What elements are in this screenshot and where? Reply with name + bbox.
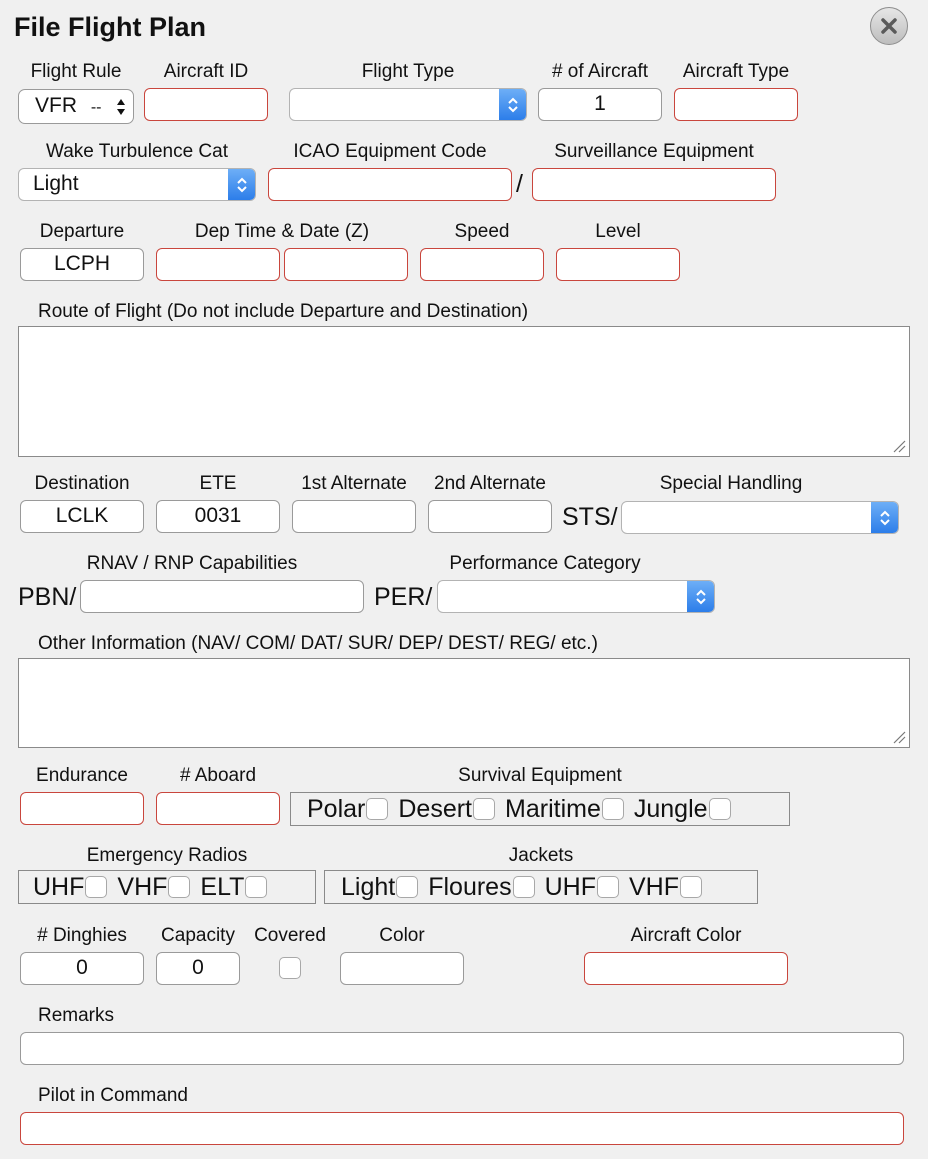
wake-turbulence-select[interactable] — [18, 168, 256, 201]
survival-equipment-group — [290, 792, 790, 826]
survival-jungle-label: Jungle — [633, 794, 708, 823]
remarks-label: Remarks — [38, 1005, 115, 1026]
radio-vhf-label: VHF — [117, 872, 168, 901]
rnav-label: RNAV / RNP Capabilities — [86, 553, 298, 574]
jacket-vhf-option[interactable] — [629, 873, 702, 902]
dep-time-label: Dep Time & Date (Z) — [194, 221, 370, 242]
jacket-uhf-checkbox[interactable] — [597, 876, 619, 898]
resize-grip-icon[interactable] — [892, 730, 906, 744]
dep-date-input[interactable] — [284, 248, 408, 281]
jacket-light-label: Light — [341, 872, 396, 901]
survival-desert-option[interactable] — [398, 795, 495, 824]
alternate-2-label: 2nd Alternate — [434, 473, 546, 494]
capacity-input[interactable]: 0 — [156, 952, 240, 985]
num-aircraft-label: # of Aircraft — [551, 61, 649, 82]
alternate-1-label: 1st Alternate — [301, 473, 407, 494]
level-label: Level — [595, 221, 641, 242]
jacket-light-option[interactable] — [341, 873, 418, 902]
jacket-vhf-checkbox[interactable] — [680, 876, 702, 898]
dialog-title: File Flight Plan — [14, 12, 207, 42]
pilot-in-command-label: Pilot in Command — [38, 1085, 188, 1106]
flight-rule-label: Flight Rule — [30, 61, 122, 82]
jacket-uhf-option[interactable] — [545, 873, 619, 902]
jacket-floures-option[interactable] — [428, 873, 534, 902]
destination-input[interactable]: LCLK — [20, 500, 144, 533]
aboard-label: # Aboard — [179, 765, 257, 786]
radio-elt-option[interactable] — [200, 873, 267, 902]
flight-rule-select[interactable] — [18, 89, 134, 124]
capacity-label: Capacity — [161, 925, 235, 946]
departure-label: Departure — [39, 221, 125, 242]
aircraft-id-input[interactable] — [144, 88, 268, 121]
aircraft-color-label: Aircraft Color — [630, 925, 742, 946]
jacket-floures-checkbox[interactable] — [513, 876, 535, 898]
survival-jungle-checkbox[interactable] — [709, 798, 731, 820]
pilot-in-command-input[interactable] — [20, 1112, 904, 1145]
alternate-2-input[interactable] — [428, 500, 552, 533]
survival-polar-option[interactable] — [307, 795, 388, 824]
aircraft-id-label: Aircraft ID — [163, 61, 249, 82]
rnav-input[interactable] — [80, 580, 364, 613]
radio-uhf-label: UHF — [33, 872, 85, 901]
covered-checkbox[interactable] — [279, 957, 301, 979]
flight-type-select[interactable] — [289, 88, 527, 121]
survival-jungle-option[interactable] — [634, 795, 731, 824]
radio-elt-checkbox[interactable] — [245, 876, 267, 898]
stepper-arrows-icon — [115, 96, 127, 118]
other-info-label: Other Information (NAV/ COM/ DAT/ SUR/ DEP/ DEST/ REG/ etc.) — [38, 633, 598, 654]
jacket-uhf-label: UHF — [544, 872, 596, 901]
radio-vhf-checkbox[interactable] — [168, 876, 190, 898]
aircraft-type-input[interactable] — [674, 88, 798, 121]
icao-equipment-input[interactable] — [268, 168, 512, 201]
endurance-label: Endurance — [36, 765, 128, 786]
survival-maritime-label: Maritime — [505, 794, 601, 823]
select-arrows-icon — [687, 580, 715, 613]
aircraft-color-input[interactable] — [584, 952, 788, 985]
special-handling-label: Special Handling — [659, 473, 803, 494]
special-handling-select[interactable] — [621, 501, 899, 534]
jacket-light-checkbox[interactable] — [396, 876, 418, 898]
ete-label: ETE — [199, 473, 237, 494]
covered-label: Covered — [254, 925, 326, 946]
pbn-prefix: PBN/ — [18, 583, 77, 611]
jackets-group — [324, 870, 758, 904]
survival-polar-label: Polar — [307, 794, 366, 823]
aboard-input[interactable] — [156, 792, 280, 825]
survival-desert-label: Desert — [398, 794, 473, 823]
radio-elt-label: ELT — [200, 872, 245, 901]
speed-label: Speed — [454, 221, 510, 242]
level-input[interactable] — [556, 248, 680, 281]
survival-equipment-label: Survival Equipment — [458, 765, 622, 786]
dinghies-input[interactable]: 0 — [20, 952, 144, 985]
ete-input[interactable]: 0031 — [156, 500, 280, 533]
icao-equipment-label: ICAO Equipment Code — [293, 141, 487, 162]
jackets-label: Jackets — [508, 845, 574, 866]
select-arrows-icon — [228, 168, 256, 201]
destination-label: Destination — [34, 473, 130, 494]
close-button[interactable] — [870, 7, 908, 45]
per-prefix: PER/ — [374, 583, 433, 611]
departure-input[interactable]: LCPH — [20, 248, 144, 281]
endurance-input[interactable] — [20, 792, 144, 825]
route-textarea[interactable] — [18, 326, 910, 457]
close-x-icon — [879, 16, 899, 36]
flight-rule-value: VFR — [35, 94, 77, 117]
jacket-vhf-label: VHF — [628, 872, 679, 901]
emergency-radios-group — [18, 870, 316, 904]
dep-time-input[interactable] — [156, 248, 280, 281]
flight-type-label: Flight Type — [361, 61, 455, 82]
performance-label: Performance Category — [449, 553, 641, 574]
surveillance-input[interactable] — [532, 168, 776, 201]
surveillance-label: Surveillance Equipment — [554, 141, 754, 162]
radio-uhf-checkbox[interactable] — [85, 876, 107, 898]
equipment-slash: / — [516, 170, 523, 198]
route-label: Route of Flight (Do not include Departure and Destination) — [38, 301, 529, 322]
other-info-textarea[interactable] — [18, 658, 910, 748]
survival-maritime-checkbox[interactable] — [602, 798, 624, 820]
aircraft-type-label: Aircraft Type — [682, 61, 790, 82]
emergency-radios-label: Emergency Radios — [86, 845, 248, 866]
survival-desert-checkbox[interactable] — [473, 798, 495, 820]
remarks-input[interactable] — [20, 1032, 904, 1065]
survival-polar-checkbox[interactable] — [366, 798, 388, 820]
select-arrows-icon — [871, 501, 899, 534]
jacket-floures-label: Floures — [428, 872, 512, 901]
radio-vhf-option[interactable] — [117, 873, 190, 902]
color-input[interactable] — [340, 952, 464, 985]
dinghies-label: # Dinghies — [37, 925, 127, 946]
color-label: Color — [379, 925, 425, 946]
num-aircraft-input[interactable]: 1 — [538, 88, 662, 121]
wake-turbulence-value: Light — [33, 172, 79, 195]
flight-rule-suffix: -- — [90, 99, 102, 116]
radio-uhf-option[interactable] — [33, 873, 107, 902]
survival-maritime-option[interactable] — [505, 795, 624, 824]
performance-select[interactable] — [437, 580, 715, 613]
alternate-1-input[interactable] — [292, 500, 416, 533]
speed-input[interactable] — [420, 248, 544, 281]
select-arrows-icon — [499, 88, 527, 121]
wake-turbulence-label: Wake Turbulence Cat — [46, 141, 228, 162]
sts-prefix: STS/ — [562, 503, 618, 531]
resize-grip-icon[interactable] — [892, 439, 906, 453]
